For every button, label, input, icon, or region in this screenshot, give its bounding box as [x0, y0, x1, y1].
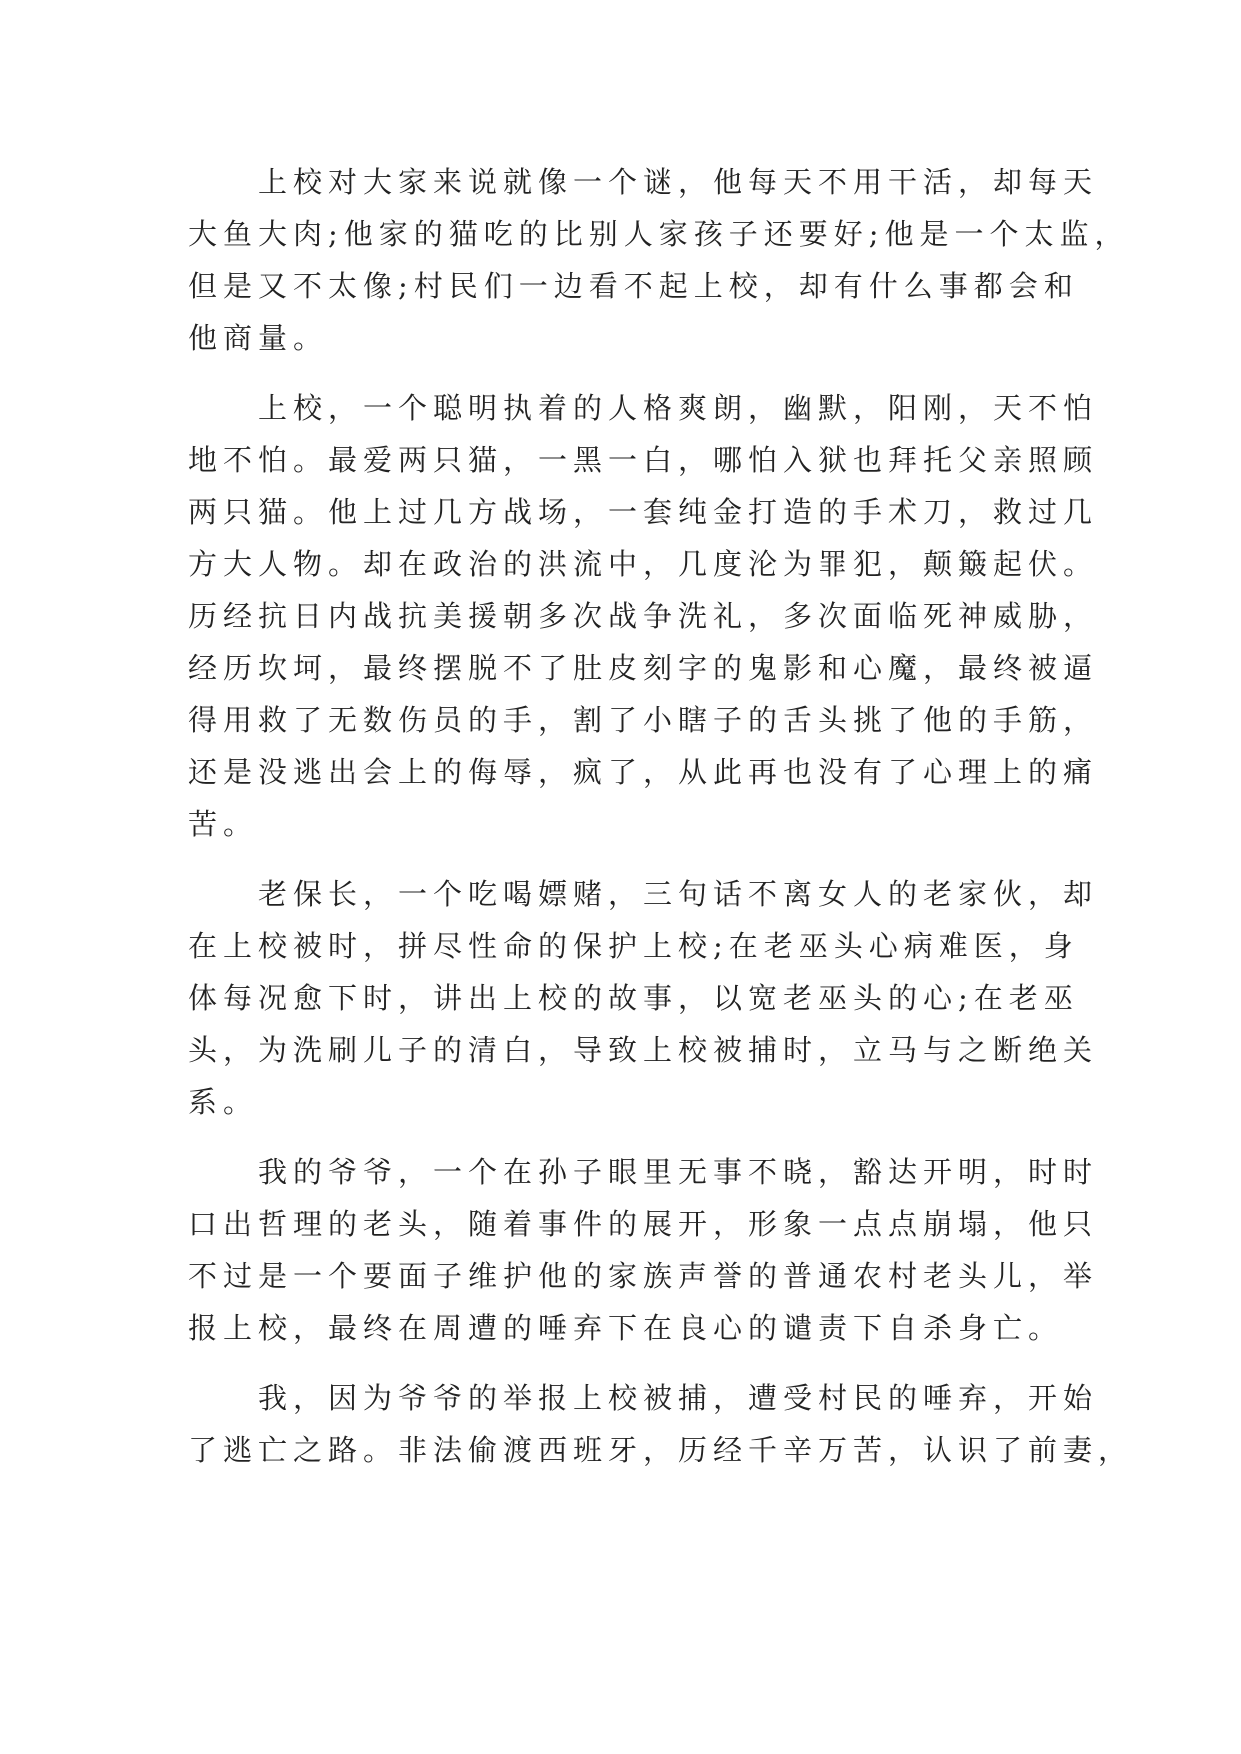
text-line: 地不怕。最爱两只猫，一黑一白，哪怕入狱也拜托父亲照顾	[188, 443, 1099, 477]
paragraph-5	[188, 1372, 1134, 1476]
text-line: 报上校，最终在周遭的唾弃下在良心的谴责下自杀身亡。	[188, 1311, 1064, 1345]
text-line: 还是没逃出会上的侮辱，疯了，从此再也没有了心理上的痛	[188, 755, 1099, 789]
paragraph-4	[188, 1146, 1099, 1354]
text-line: 头，为洗刷儿子的清白，导致上校被捕时，立马与之断绝关	[188, 1033, 1099, 1067]
text-line: 在上校被时，拼尽性命的保护上校;在老巫头心病难医，身	[188, 929, 1079, 963]
text-line: 他商量。	[188, 321, 329, 355]
paragraph-2	[188, 382, 1099, 850]
text-line: 了逃亡之路。非法偷渡西班牙，历经千辛万苦，认识了前妻，	[188, 1433, 1134, 1467]
paragraph-1	[188, 156, 1130, 364]
text-line: 系。	[188, 1085, 259, 1119]
text-line: 老保长，一个吃喝嫖赌，三句话不离女人的老家伙，却	[258, 877, 1099, 911]
document-body	[188, 156, 1134, 1476]
text-line: 大鱼大肉;他家的猫吃的比别人家孩子还要好;他是一个太监，	[188, 217, 1130, 251]
text-line: 不过是一个要面子维护他的家族声誉的普通农村老头儿，举	[188, 1259, 1099, 1293]
text-line: 上校，一个聪明执着的人格爽朗，幽默，阳刚，天不怕	[258, 391, 1099, 425]
text-line: 我的爷爷，一个在孙子眼里无事不晓，豁达开明，时时	[258, 1155, 1099, 1189]
text-line: 历经抗日内战抗美援朝多次战争洗礼，多次面临死神威胁，	[188, 599, 1099, 633]
text-line: 上校对大家来说就像一个谜，他每天不用干活，却每天	[258, 165, 1099, 199]
text-line: 但是又不太像;村民们一边看不起上校，却有什么事都会和	[188, 269, 1079, 303]
text-line: 苦。	[188, 807, 259, 841]
text-line: 体每况愈下时，讲出上校的故事，以宽老巫头的心;在老巫	[188, 981, 1079, 1015]
text-line: 我，因为爷爷的举报上校被捕，遭受村民的唾弃，开始	[258, 1381, 1099, 1415]
text-line: 得用救了无数伤员的手，割了小瞎子的舌头挑了他的手筋，	[188, 703, 1099, 737]
text-line: 方大人物。却在政治的洪流中，几度沦为罪犯，颠簸起伏。	[188, 547, 1099, 581]
text-line: 口出哲理的老头，随着事件的展开，形象一点点崩塌，他只	[188, 1207, 1099, 1241]
paragraph-3	[188, 868, 1099, 1128]
text-line: 经历坎坷，最终摆脱不了肚皮刻字的鬼影和心魔，最终被逼	[188, 651, 1099, 685]
text-line: 两只猫。他上过几方战场，一套纯金打造的手术刀，救过几	[188, 495, 1099, 529]
